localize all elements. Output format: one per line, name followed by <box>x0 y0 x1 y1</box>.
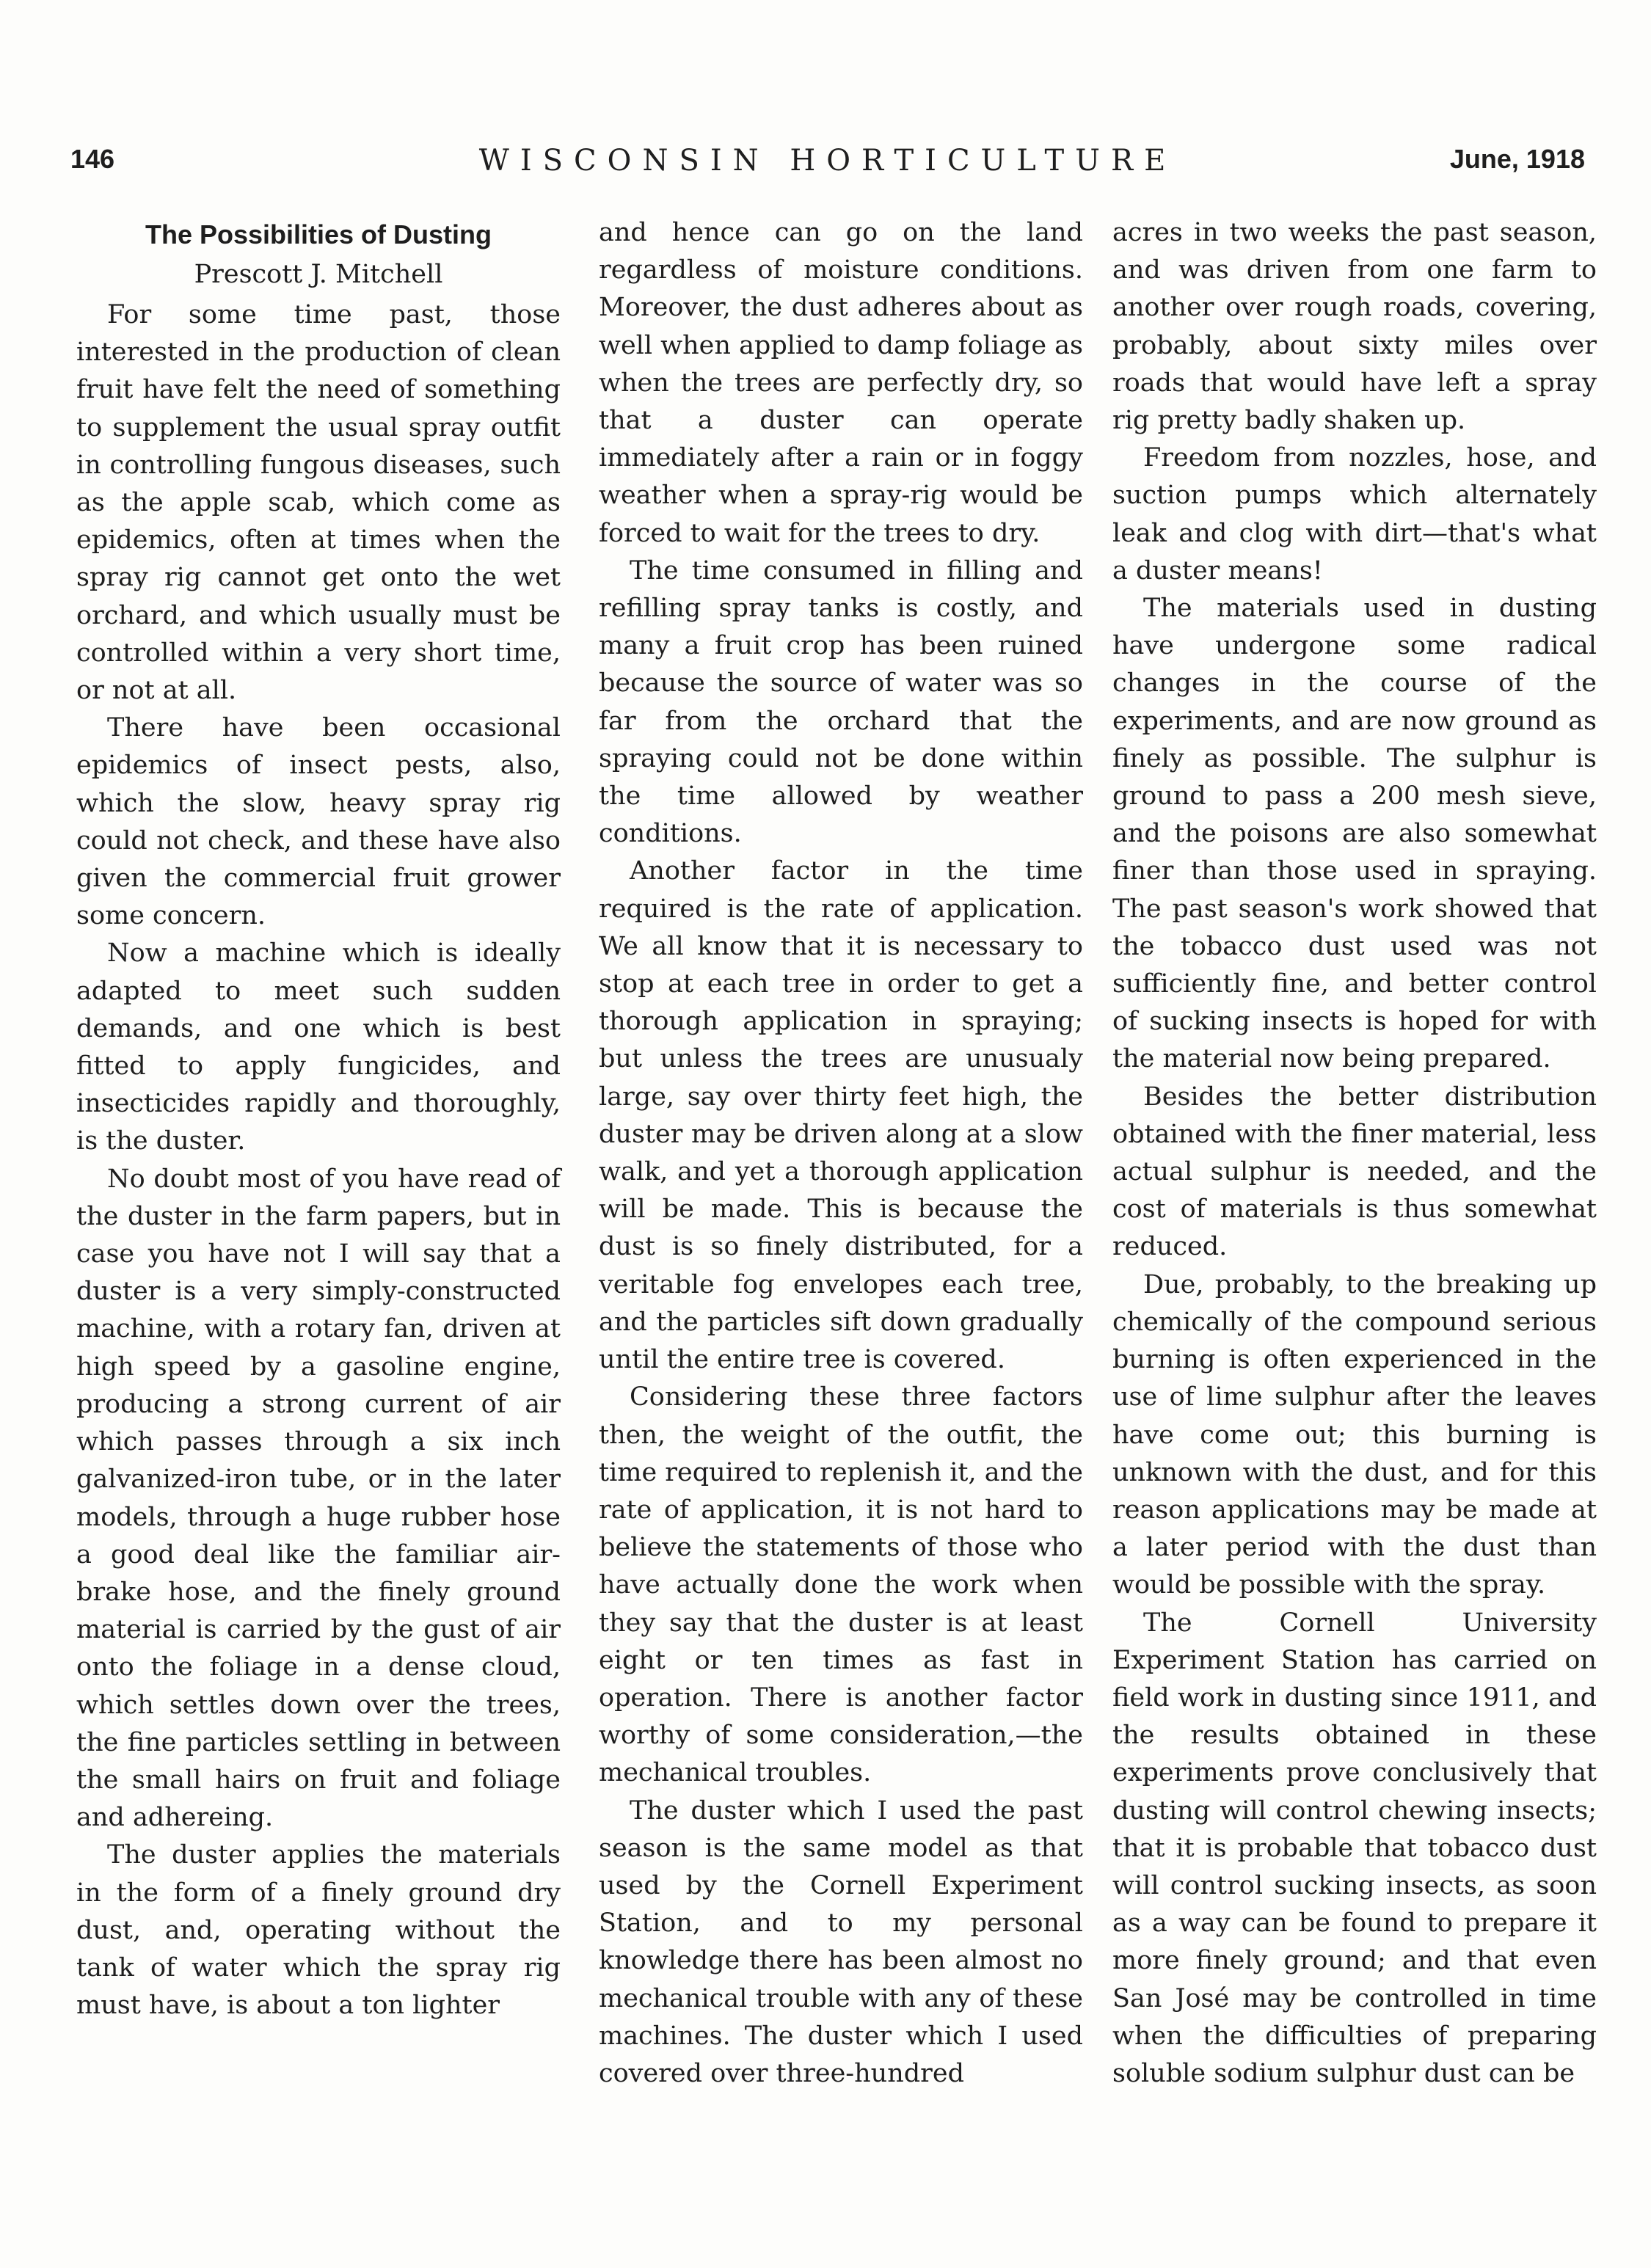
paragraph: The duster which I used the past season is the same model as that used by the Cornell Experiment Station, and to my personal knowledge there has been almost no mechanical trouble with any of these machines. The duster which I used covered over three-hundred <box>599 1795 1083 2088</box>
paragraph: The materials used in dusting have undergone some radical changes in the course of the experiments, and are now ground as finely as possible. The sulphur is ground to pass a 200 mesh sieve, and the poisons are also somewhat finer than those used in spraying. The past season's work showed that the tobacco dust used was not sufficiently fine, and better control of sucking insects is hoped for with the material now being prepared. <box>1112 594 1597 1074</box>
running-header <box>70 144 1585 188</box>
paragraph: No doubt most of you have read of the duster in the farm papers, but in case you have not I will say that a duster is a very simply-constructed machine, with a rotary fan, driven at high speed by a gasoline engine, producing a strong current of air which passes through a six inch galvanized-iron tube, or in the later models, through a huge rubber hose a good deal like the familiar air-brake hose, and the finely ground material is carried by the gust of air onto the foliage in a dense cloud, which settles down over the trees, the fine particles settling in between the small hairs on fruit and foliage and adhereing. <box>76 1164 561 1833</box>
issue-date: June, 1918 <box>1449 144 1585 174</box>
paragraph: Freedom from nozzles, hose, and suction pumps which alternately leak and clog with dirt—that's what a duster means! <box>1112 443 1597 586</box>
paragraph: Another factor in the time required is the rate of application. We all know that it is necessary to stop at each tree in order to get a thorough application in spraying; but unless the trees are unusualy large, say over thirty feet high, the duster may be driven along at a slow walk, and yet a thorough application will be made. This is because the dust is so finely distributed, for a veritable fog envelopes each tree, and the particles sift down gradually until the entire tree is covered. <box>599 856 1083 1375</box>
paragraph: The duster applies the materials in the form of a finely ground dry dust, and, operating without the tank of water which the spray rig must have, is about a ton lighter <box>76 1840 561 2021</box>
page-number: 146 <box>70 144 115 174</box>
paragraph: The time consumed in filling and refilling spray tanks is costly, and many a fruit crop has been ruined because the source of water was so far from the orchard that the spraying could not be done within the time allowed by weather conditions. <box>599 555 1083 849</box>
article-title: The Possibilities of Dusting <box>145 219 492 249</box>
paragraph: acres in two weeks the past season, and was driven from one farm to another over rough roads, covering, probably, about sixty miles over roads that would have left a spray rig pretty badly shaken up. <box>1112 218 1597 436</box>
journal-title: WISCONSIN HORTICULTURE <box>478 144 1177 178</box>
paragraph: The Cornell University Experiment Station has carried on field work in dusting since 1911, and the results obtained in these experiments prove conclusively that dusting will control chewing insects; that it is probable that tobacco dust will control sucking insects, as soon as a way can be found to prepare it more finely ground; and that even San José may be controlled in time when the difficulties of preparing soluble sodium sulphur dust can be <box>1112 1608 1597 2088</box>
column-3 <box>1112 214 1597 2093</box>
paragraph: Besides the better distribution obtained with the finer material, less actual sulphur is needed, and the cost of materials is thus somewhat reduced. <box>1112 1082 1597 1262</box>
column-1 <box>76 214 561 2024</box>
paragraph: There have been occasional epidemics of insect pests, also, which the slow, heavy spray rig could not check, and these have also given the commercial fruit grower some concern. <box>76 713 561 931</box>
article-author: Prescott J. Mitchell <box>194 260 443 289</box>
column-2 <box>599 214 1083 2093</box>
paragraph: and hence can go on the land regardless of moisture conditions. Moreover, the dust adheres about as well when applied to damp foliage as when the trees are perfectly dry, so that a duster can operate immediately after a rain or in foggy weather when a spray-rig would be forced to wait for the trees to dry. <box>599 218 1083 548</box>
paragraph: Now a machine which is ideally adapted to meet such sudden demands, and one which is best fitted to apply fungicides, and insecticides rapidly and thoroughly, is the duster. <box>76 938 561 1156</box>
paragraph: Due, probably, to the breaking up chemically of the compound serious burning is often experienced in the use of lime sulphur after the leaves have come out; this burning is unknown with the dust, and for this reason applications may be made at a later period with the dust than would be possible with the spray. <box>1112 1269 1597 1600</box>
paragraph: Considering these three factors then, the weight of the outfit, the time required to replenish it, and the rate of application, it is not hard to believe the statements of those who have actually done the work when they say that the duster is at least eight or ten times as fast in operation. There is another factor worthy of some consideration,—the mechanical troubles. <box>599 1382 1083 1788</box>
paragraph: For some time past, those interested in the production of clean fruit have felt the need of something to supplement the usual spray outfit in controlling fungous diseases, such as the apple scab, which come as epidemics, often at times when the spray rig cannot get onto the wet orchard, and which usually must be controlled within a very short time, or not at all. <box>76 300 561 706</box>
